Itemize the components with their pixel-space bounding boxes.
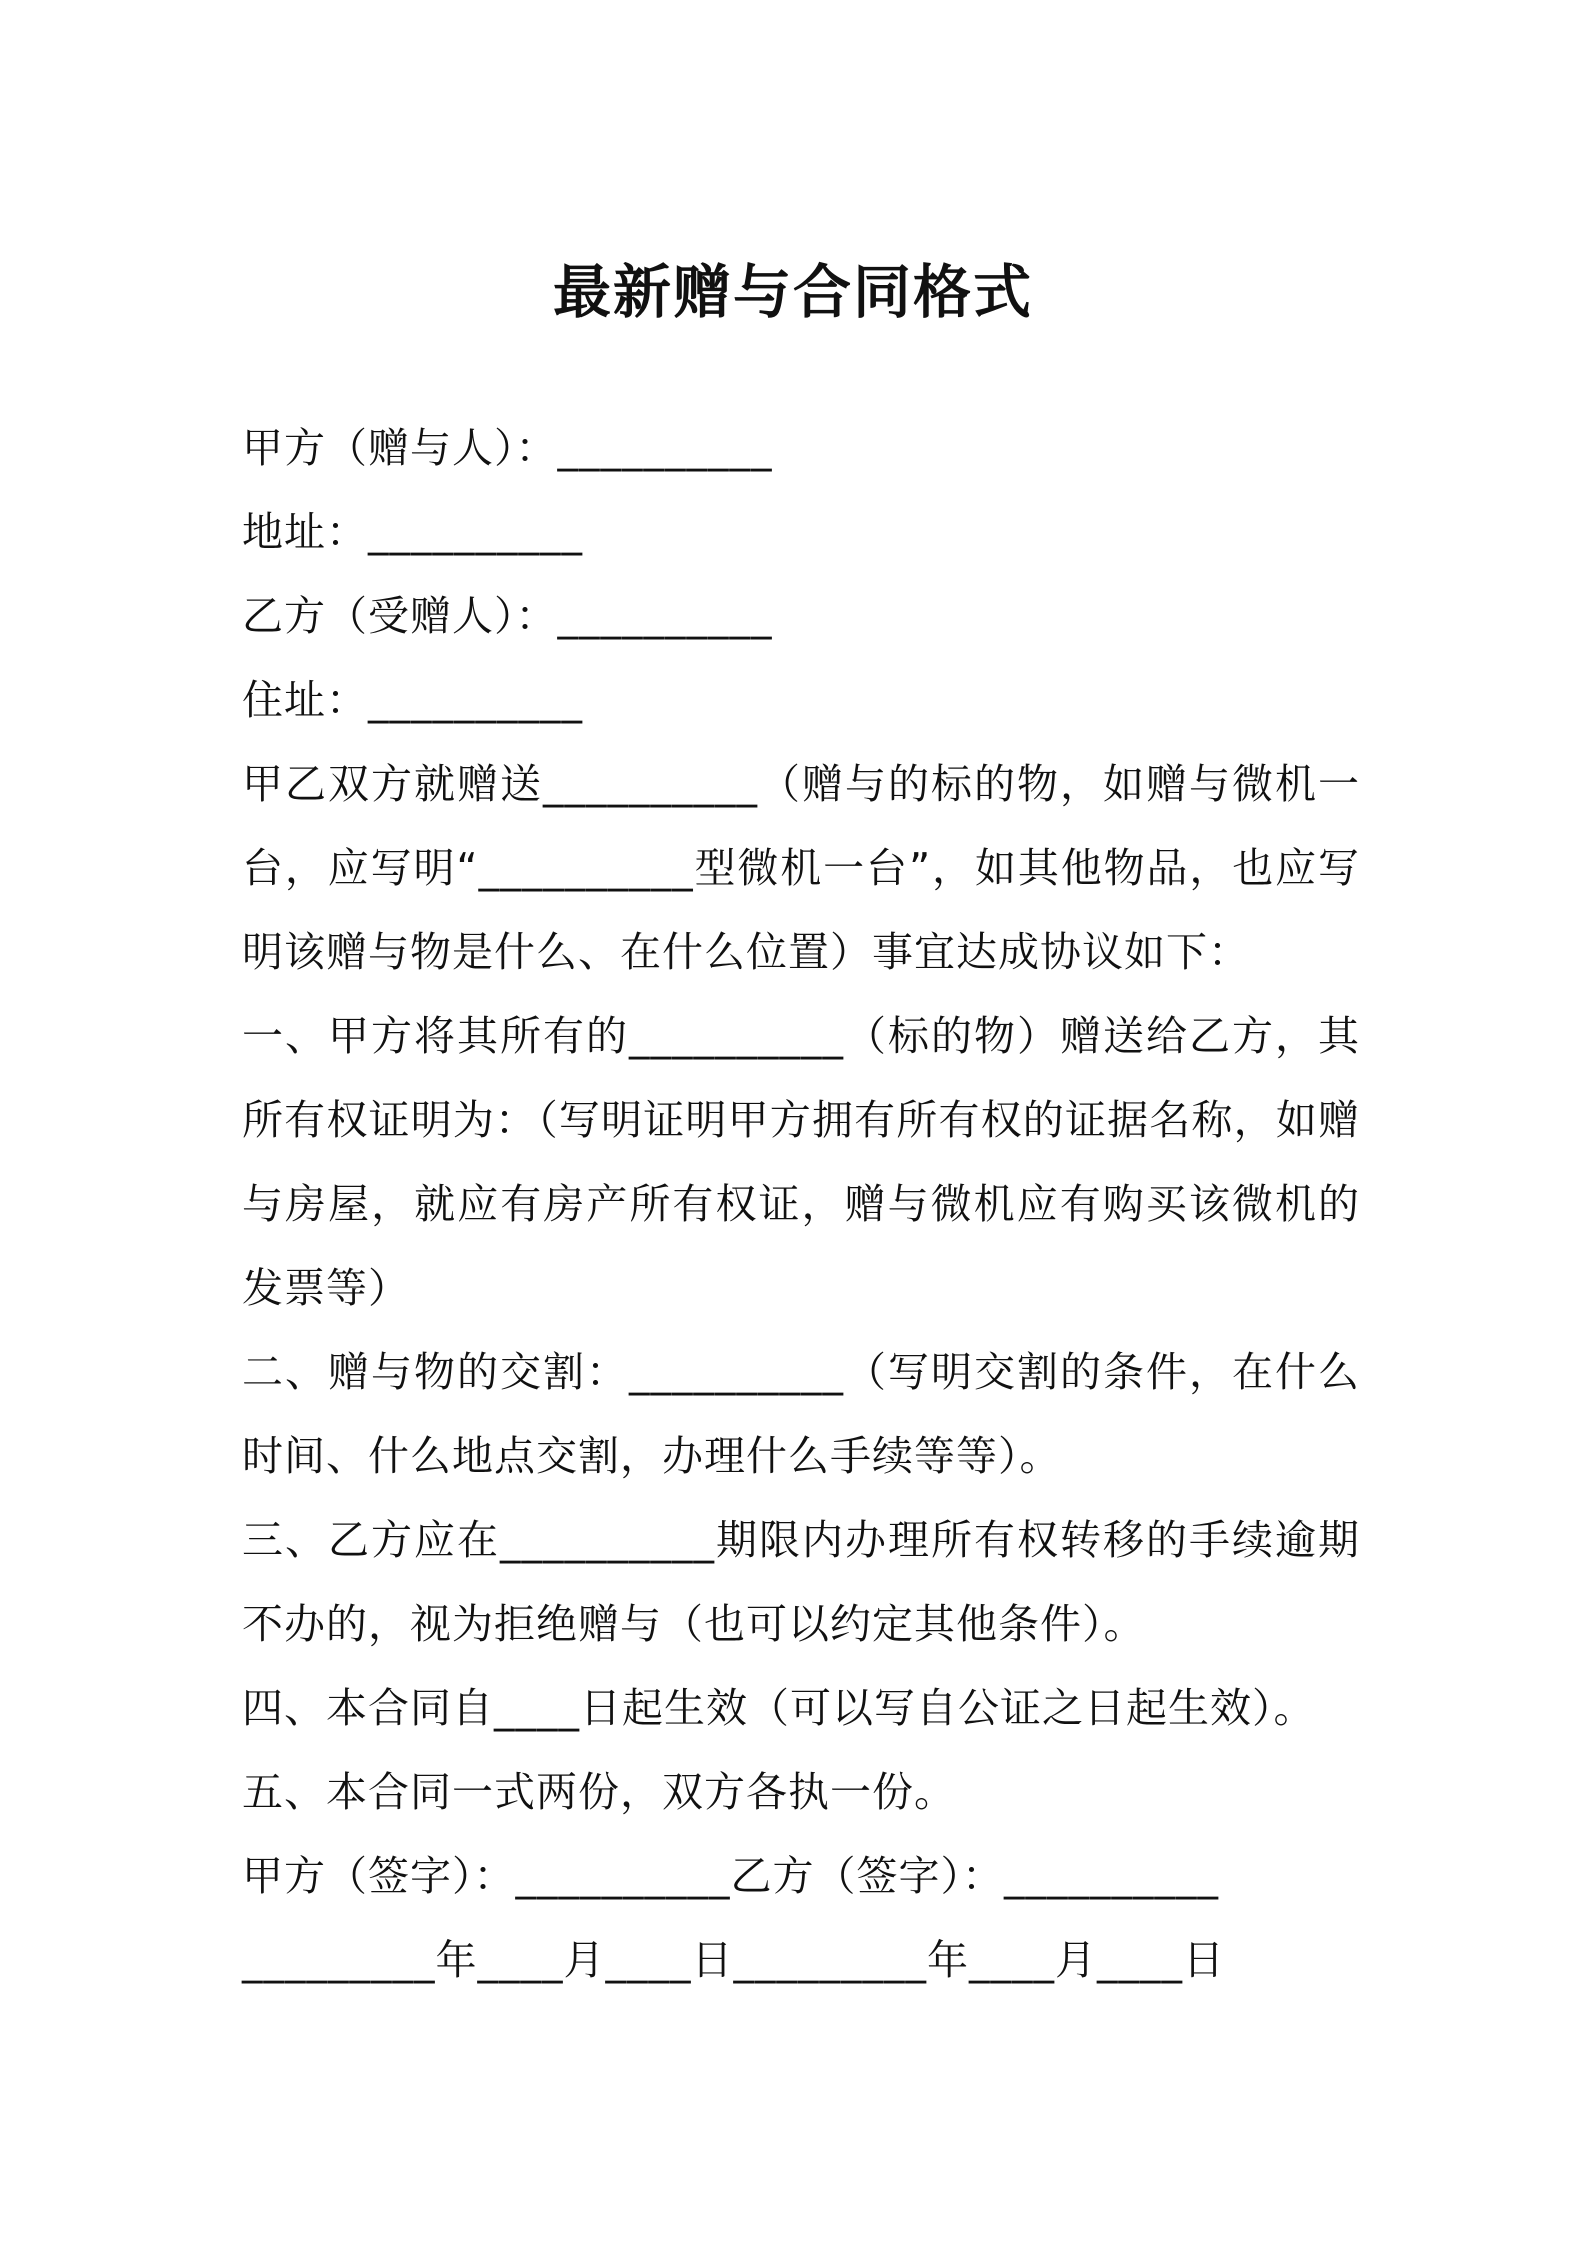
signature-line: 甲方（签字）：__________乙方（签字）：__________ <box>242 1852 1219 1900</box>
date-line: _________年____月____日_________年____月____日 <box>242 1936 1225 1984</box>
intro-paragraph: 甲乙双方就赠送__________（赠与的标的物，如赠与微机一台，应写明“__________型微机一台”，如其他物品，也应写明该赠与物是什么、在什么位置）事宜达成协议如下： <box>242 760 1360 976</box>
clause-2: 二、赠与物的交割：__________（写明交割的条件，在什么时间、什么地点交割，办理什么手续等等）。 <box>242 1348 1360 1480</box>
clause-4: 四、本合同自____日起生效（可以写自公证之日起生效）。 <box>242 1684 1316 1732</box>
address-b-line: 住址：__________ <box>242 676 583 724</box>
document-title: 最新赠与合同格式 <box>552 258 1033 326</box>
clause-1: 一、甲方将其所有的__________（标的物）赠送给乙方，其所有权证明为：（写明证明甲方拥有所有权的证据名称，如赠与房屋，就应有房产所有权证，赠与微机应有购买该微机的发票等） <box>242 1012 1360 1312</box>
clause-3: 三、乙方应在__________期限内办理所有权转移的手续逾期不办的，视为拒绝赠与（也可以约定其他条件）。 <box>242 1516 1360 1648</box>
address-a-line: 地址：__________ <box>242 508 583 556</box>
clause-5: 五、本合同一式两份，双方各执一份。 <box>242 1768 956 1816</box>
document-body <box>242 406 1360 2002</box>
party-a-donor-line: 甲方（赠与人）：__________ <box>242 424 773 472</box>
party-b-donee-line: 乙方（受赠人）：__________ <box>242 592 773 640</box>
